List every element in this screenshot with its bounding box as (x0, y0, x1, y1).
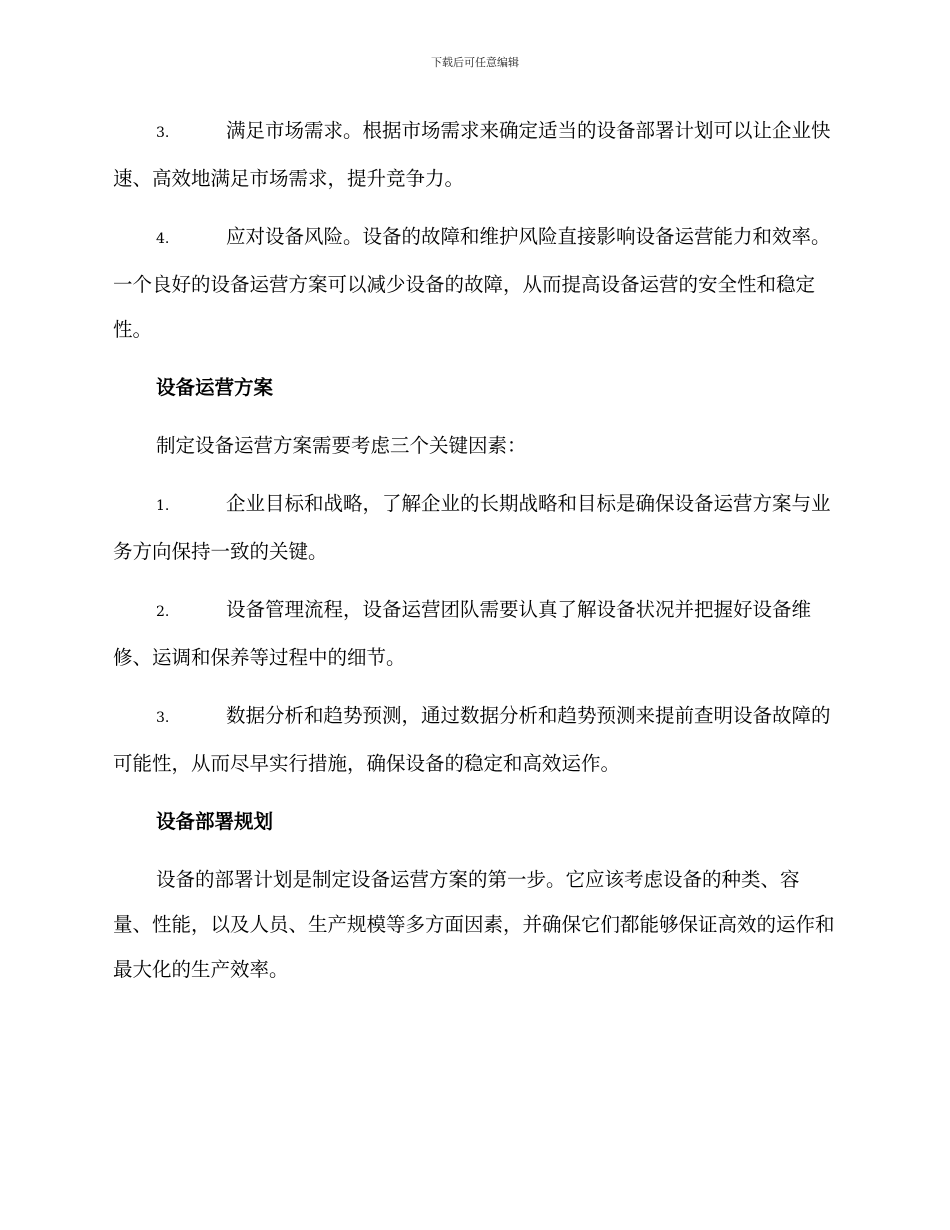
list-item (113, 481, 837, 574)
list-item-number: 3. (156, 710, 170, 726)
list-item-number: 1. (156, 498, 170, 514)
list-item-text: 数据分析和趋势预测，通过数据分析和趋势预测来提前查明设备故障的可能性，从而尽早实行措施，确保设备的稳定和高效运作。 (113, 704, 831, 775)
list-item-text: 满足市场需求。根据市场需求来确定适当的设备部署计划可以让企业快速、高效地满足市场需求，提升竞争力。 (113, 119, 831, 190)
list-item (113, 214, 837, 352)
list-item (113, 693, 837, 786)
document-body (113, 108, 837, 1005)
list-item-number: 3. (156, 125, 170, 141)
list-item-number: 4. (156, 231, 170, 247)
section-heading-plan: 设备运营方案 (156, 376, 274, 399)
list-item-text: 应对设备风险。设备的故障和维护风险直接影响设备运营能力和效率。一个良好的设备运营方案可以减少设备的故障，从而提高设备运营的安全性和稳定性。 (113, 225, 831, 341)
header-note: 下载后可任意编辑 (431, 56, 519, 69)
list-item (113, 587, 837, 680)
list-item-text: 设备管理流程，设备运营团队需要认真了解设备状况并把握好设备维修、运调和保养等过程中的细节。 (113, 598, 812, 669)
section-heading-deploy: 设备部署规划 (156, 810, 274, 833)
list-item-text: 企业目标和战略，了解企业的长期战略和目标是确保设备运营方案与业务方向保持一致的关键。 (113, 492, 831, 563)
list-item (113, 108, 837, 201)
list-item-number: 2. (156, 604, 170, 620)
section-body-deploy: 设备的部署计划是制定设备运营方案的第一步。它应该考虑设备的种类、容量、性能，以及人员、生产规模等多方面因素，并确保它们都能够保证高效的运作和最大化的生产效率。 (113, 868, 835, 981)
section-intro: 制定设备运营方案需要考虑三个关键因素： (156, 434, 527, 457)
